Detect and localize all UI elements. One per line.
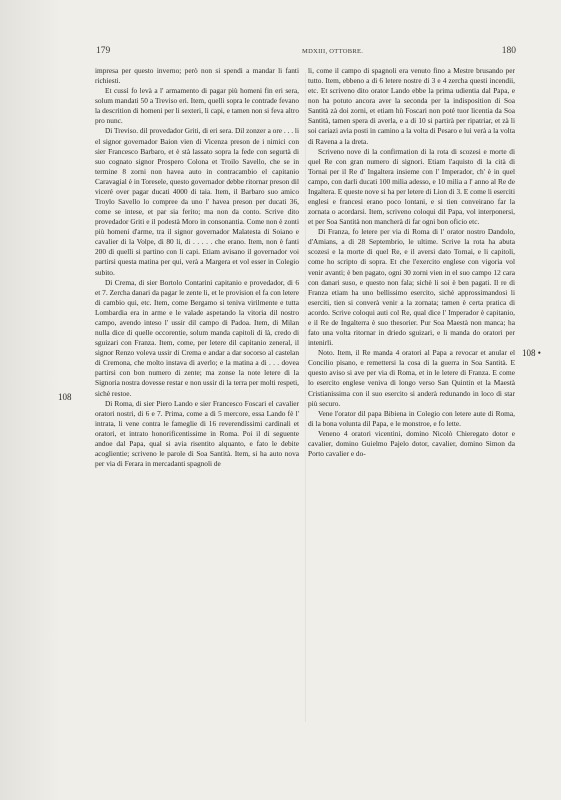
right-text-column	[308, 66, 515, 459]
page-gutter-shadow	[0, 0, 60, 800]
running-title: MDXIII, OTTOBRE.	[302, 48, 364, 55]
left-paragraph: impresa per questo inverno; però non si spendi a mandar li fanti richiesti.	[95, 66, 299, 86]
running-header	[96, 46, 516, 62]
column-divider	[305, 72, 306, 722]
page-number-left: 179	[96, 46, 111, 56]
right-paragraph: Di Franza, fo letere per via di Roma di l' orator nostro Dandolo, d'Amians, a di 28 Septembrio, le ultime. Scrive la rota ha abuta scozesi e la morte di quel Re, e il aversi dato Tornai, e li capitoli, come ho scripto di sopra. Et che l'exercito englese con vigoria vol venir avanti; è ben pagato, ogni 30 zorni vien in el suo campo 12 cara con danari suso, e questo non fala; sichè li soi è ben pagati. Il re di Franza etiam ha uno bellissimo esercito, sichè approssimandosi li eserciti, tien si converà venir a la zornata; tamen è certa pratica di acordo. Scrive coloqui auti col Re, qual dice l' Imperador è capitanio, e il Re de Ingalterra è suo thesorier. Pur Soa Maestà non manca; ha fato una volta ritornar in driedo sguizari, e li manda do oratori per intenirli.	[308, 227, 515, 348]
left-paragraph: Di Roma, di sier Piero Lando e sier Francesco Foscari el cavalier oratori nostri, di 6 e 7. Prima, come a di 5 mercore, essa Lando fè l' intrata, li vene contra le fameglie di 16 reverendissimi cardinali et oratori, et intrato honorificentissime in Roma. Poi il di seguente andoe dal Papa, qual si avia risentito alquanto, e fato le debite acoglientie; scriveno le parole di Soa Santità. Item, si ha auto nova per via di Ferara in mercadanti spagnoli de	[95, 398, 299, 469]
margin-note-right: 108 •	[522, 348, 541, 358]
left-paragraph: Di Treviso. dil provedador Griti, di eri sera. Dil zonzer a ore . . . li el signor governador Baion vien di Vicenza preson de i nimici con sier Francesco Barbaro, et è stà lassato sopra la fede con segurtà di suo cognato signor Prospero Colona et Troilo Savello, che se in termine 8 zorni non havea auto in contracambio el capitanio Caravagial è in Toresele, questo governador debbe ritornar preson dil viceré over pagar ducati 4000 di taia. Item, il Barbaro suo amico Troylo Savello lo compree da uno l' havea preson per ducati 36, come se intese, et par sia ferito; ma non da conto. Scrive dito provedador Griti e il podestà Moro in consonantia. Come non è zonti più homeni d'arme, tra il signor governador Malatesta di Soiano e cavalier di la Volpe, di 80 li, di . . . . . che erano. Item, non è fanti 200 di quelli si partino con li capi. Etiam avisano il governador voi partirsi questa matina per qui, verà a Margera et vol esser in Colegio subito.	[95, 126, 299, 277]
right-paragraph: Veneno 4 oratori vicentini, domino Nicolò Chieregato dotor e cavalier, domino Guielmo Pajelo dotor, cavalier, domino Simon da Porto cavalier e do-	[308, 428, 515, 458]
right-paragraph: Noto. Item, il Re manda 4 oratori al Papa a revocar et anular el Concilio pisano, e remettersi la cosa di la guerra in Soa Santità. E questo aviso si ave per via di Roma, et in le letere di Franza. E come lo esercito englese veniva di longo verso San Quintin et la Maestà Cristianissima con il suo esercito si anderà redunando in loco di star più securo.	[308, 348, 515, 408]
right-paragraph: li, come il campo di spagnoli era venuto fino a Mestre brusando per tutto. Item, ebbeno a di 6 letere nostre di 3 e 4 zercha questi incendii, etc. Et scriveno dito orator Lando ebbe la prima udientia dal Papa, e non ha potuto ancora aver la seconda per la indisposition di Soa Santità zà doi zorni, et etiam hù Foscari non poté tuor licentia da Soa Santità, tamen spera di averla, e a di 10 si partirà per ripatriar, et zà li soi cariazi avia posti in camino a la volta di Pesaro e lui verà a la volta di Ravena a la dreta.	[308, 66, 515, 146]
left-text-column	[95, 66, 299, 469]
page-number-right: 180	[501, 46, 516, 56]
right-paragraph: Scriveno nove di la confirmation di la rota di scozesi e morte di quel Re con gran numero di signori. Etiam l'aquisto di la cità di Tornai per il Re d' Ingaltera insieme con l' Imperador, ch' è in quel campo, con darli ducati 100 milia adesso, e 10 milia a l' anno al Re de Ingaltera. E queste nove si ha per letere di Lion di 3. E come li eserciti englesi e francesi erano poco lontani, e si tien conveirano far la zornata o acordarsi. Item, scriveno coloqui dil Papa, vol interponersi, et per Soa Santità non mancherà di far ogni bon oficio etc.	[308, 146, 515, 227]
margin-note-left: 108	[58, 392, 72, 402]
left-paragraph: Di Crema, di sier Bortolo Contarini capitanio e provedador, di 6 et 7. Zercha danari da pagar le zente li, et le provision el fa con letere di cambio qui, etc. Item, come Bergamo si teniva virilmente e tutta Lombardia era in arme e le valade aspetando la vitoria dil nostro campo, avendo inteso l' ussir dil campo di Padoa. Item, di Milan nulla dice di quelle occorentie, solum manda capitoli di là, credo di sguizari con Franza. Item, come, per letere dil capitanio zeneral, il signor Renzo voleva ussir di Crema e andar a dar socorso al castelan di Cremona, che molto instava di averlo; e la matina a di . . . dovea partirsi con bon numero di zente; ma zonse la note letere di la Signoria nostra dovesse restar e non ussir di la terra per molti respeti, sichè restoe.	[95, 277, 299, 398]
right-paragraph: Vene l'orator dil papa Bibiena in Colegio con letere aute di Roma, di la bona volunta dil Papa, e le monstroe, e fo lette.	[308, 408, 515, 428]
left-paragraph: Et cussì fo levà a l' armamento di pagar più homeni fin eri sera, solum mandati 50 a Treviso eri. Item, quelli sopra le contrade fevano la descrition di homeni per li sexteri, li capi, e tamen non si feva altro pro nunc.	[95, 86, 299, 126]
